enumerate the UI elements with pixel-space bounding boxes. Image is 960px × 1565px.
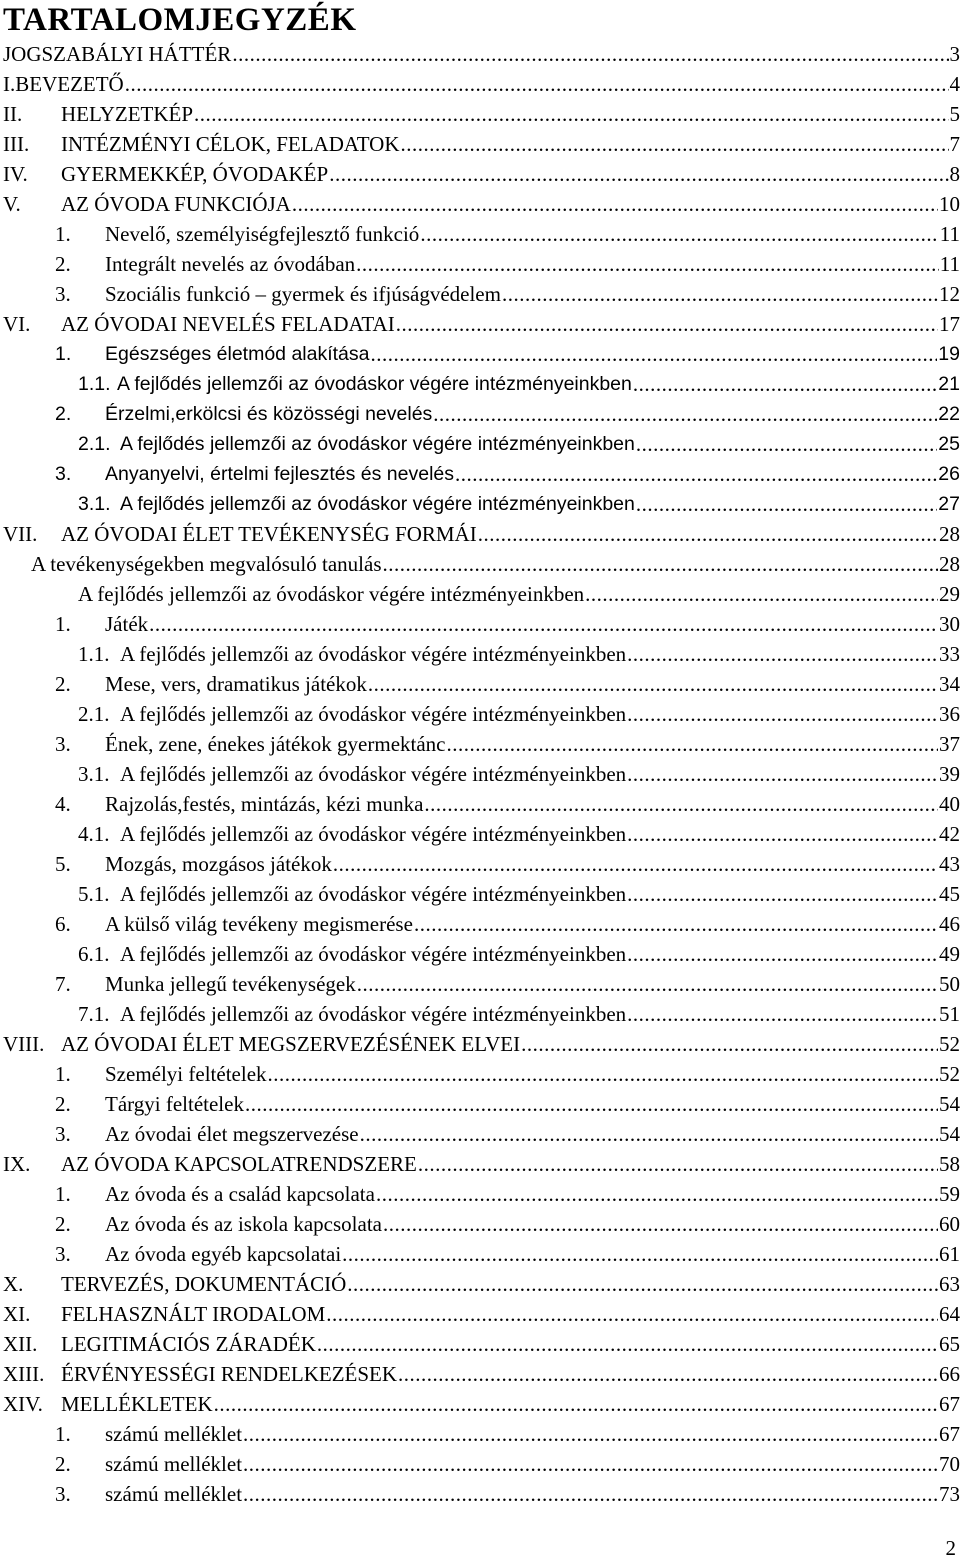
toc-dot-leader — [268, 1059, 938, 1089]
toc-dot-leader — [627, 939, 938, 969]
toc-entry-title: FELHASZNÁLT IRODALOM — [61, 1299, 326, 1329]
toc-entry[interactable] — [0, 129, 960, 159]
toc-dot-leader — [455, 459, 937, 489]
toc-entry-page: 54 — [938, 1119, 960, 1149]
toc-entry-page: 26 — [937, 459, 960, 489]
toc-dot-leader — [636, 489, 937, 519]
toc-entry[interactable] — [0, 1269, 960, 1299]
toc-entry-number: III. — [3, 132, 30, 156]
toc-entry-number: 3. — [55, 732, 71, 756]
toc-entry-page: 58 — [938, 1149, 960, 1179]
toc-entry-title: A fejlődés jellemzői az óvodáskor végére intézményeinkben — [117, 369, 633, 399]
toc-entry-page: 28 — [938, 549, 960, 579]
toc-entry-number: 2.1. — [78, 433, 111, 455]
toc-entry-page: 67 — [938, 1419, 960, 1449]
toc-entry-page: 59 — [938, 1179, 960, 1209]
toc-entry[interactable] — [0, 1239, 960, 1269]
toc-entry-number: 3.1. — [78, 493, 111, 515]
toc-entry[interactable] — [0, 1359, 960, 1389]
toc-entry-title: Anyanyelvi, értelmi fejlesztés és nevelés — [105, 459, 455, 489]
toc-dot-leader — [414, 909, 938, 939]
toc-entry[interactable] — [0, 1299, 960, 1329]
toc-entry-page: 70 — [938, 1449, 960, 1479]
toc-entry[interactable] — [0, 1329, 960, 1359]
toc-dot-leader — [633, 369, 937, 399]
toc-dot-leader — [424, 789, 938, 819]
toc-entry[interactable] — [0, 789, 960, 819]
toc-entry-number: 7. — [55, 972, 71, 996]
toc-entry-title: A fejlődés jellemzői az óvodáskor végére intézményeinkben — [78, 579, 585, 609]
toc-entry-title: INTÉZMÉNYI CÉLOK, FELADATOK — [61, 129, 401, 159]
toc-entry-number: 4. — [55, 792, 71, 816]
toc-entry-title: TERVEZÉS, DOKUMENTÁCIÓ — [61, 1269, 347, 1299]
toc-dot-leader — [245, 1089, 938, 1119]
toc-dot-leader — [243, 1449, 938, 1479]
toc-entry-page: 34 — [938, 669, 960, 699]
toc-entry-page: 3 — [949, 39, 960, 69]
toc-entry-number: 3. — [55, 1122, 71, 1146]
toc-dot-leader — [401, 129, 949, 159]
toc-dot-leader — [368, 669, 938, 699]
toc-entry-title: Játék — [105, 609, 149, 639]
toc-entry-page: 52 — [938, 1059, 960, 1089]
toc-dot-leader — [627, 879, 938, 909]
toc-entry-page: 33 — [938, 639, 960, 669]
toc-entry[interactable] — [0, 279, 960, 309]
toc-dot-leader — [383, 1209, 938, 1239]
toc-entry-number: IX. — [3, 1152, 31, 1176]
toc-entry-page: 30 — [938, 609, 960, 639]
toc-dot-leader — [326, 1299, 938, 1329]
toc-entry-title: LEGITIMÁCIÓS ZÁRADÉK — [61, 1329, 317, 1359]
toc-dot-leader — [333, 849, 938, 879]
toc-dot-leader — [627, 699, 938, 729]
toc-dot-leader — [292, 189, 938, 219]
toc-entry-number: 1. — [55, 1182, 71, 1206]
toc-entry-title: AZ ÓVODAI NEVELÉS FELADATAI — [61, 309, 396, 339]
toc-entry[interactable] — [0, 1119, 960, 1149]
toc-title: TARTALOMJEGYZÉK — [3, 2, 357, 38]
toc-entry-title: számú melléklet — [105, 1479, 243, 1509]
table-of-contents — [0, 39, 960, 1509]
toc-entry[interactable] — [0, 1089, 960, 1119]
toc-entry-title: Érzelmi,erkölcsi és közösségi nevelés — [105, 399, 433, 429]
toc-entry[interactable] — [0, 399, 960, 429]
toc-dot-leader — [627, 999, 938, 1029]
toc-entry-page: 45 — [938, 879, 960, 909]
toc-entry-number: 2. — [55, 252, 71, 276]
toc-entry[interactable] — [0, 219, 960, 249]
toc-dot-leader — [214, 1389, 938, 1419]
toc-entry-title: Az óvodai élet megszervezése — [105, 1119, 360, 1149]
toc-entry-page: 54 — [938, 1089, 960, 1119]
toc-entry-title: Az óvoda és a család kapcsolata — [105, 1179, 376, 1209]
toc-entry-page: 50 — [938, 969, 960, 999]
toc-dot-leader — [243, 1419, 938, 1449]
toc-entry-title: AZ ÓVODAI ÉLET MEGSZERVEZÉSÉNEK ELVEI — [61, 1029, 521, 1059]
toc-entry-number: 2. — [55, 1092, 71, 1116]
toc-dot-leader — [371, 339, 938, 369]
toc-dot-leader — [627, 759, 938, 789]
toc-entry-page: 5 — [949, 99, 960, 129]
toc-dot-leader — [627, 639, 938, 669]
toc-entry-page: 10 — [938, 189, 960, 219]
toc-dot-leader — [447, 729, 938, 759]
toc-entry-page: 37 — [938, 729, 960, 759]
toc-entry-number: 1.1. — [78, 373, 111, 395]
toc-entry-number: XIV. — [3, 1392, 43, 1416]
toc-entry-page: 65 — [938, 1329, 960, 1359]
toc-entry-page: 66 — [938, 1359, 960, 1389]
toc-entry-title: Az óvoda egyéb kapcsolatai — [105, 1239, 342, 1269]
toc-entry-page: 4 — [949, 69, 960, 99]
toc-dot-leader — [521, 1029, 938, 1059]
toc-entry-number: 1. — [55, 222, 71, 246]
toc-entry[interactable] — [0, 1149, 960, 1179]
page-number: 2 — [945, 1536, 956, 1560]
toc-entry-title: Személyi feltételek — [105, 1059, 268, 1089]
toc-entry-title: A külső világ tevékeny megismerése — [105, 909, 414, 939]
toc-entry[interactable] — [0, 459, 960, 489]
toc-entry-number: 3. — [55, 1482, 71, 1506]
toc-entry-page: 27 — [937, 489, 960, 519]
toc-dot-leader — [478, 519, 938, 549]
toc-entry-number: II. — [3, 102, 23, 126]
toc-entry[interactable] — [0, 249, 960, 279]
toc-entry-title: A fejlődés jellemzői az óvodáskor végére intézményeinkben — [120, 819, 627, 849]
toc-entry-page: 40 — [938, 789, 960, 819]
toc-entry-title: A fejlődés jellemzői az óvodáskor végére intézményeinkben — [120, 759, 627, 789]
toc-entry[interactable] — [0, 819, 960, 849]
toc-entry-page: 8 — [949, 159, 960, 189]
toc-entry-page: 21 — [937, 369, 960, 399]
toc-entry[interactable] — [0, 1449, 960, 1479]
toc-entry-number: VIII. — [3, 1032, 45, 1056]
toc-entry-title: A fejlődés jellemzői az óvodáskor végére intézményeinkben — [120, 699, 627, 729]
toc-entry-title: Munka jellegű tevékenységek — [105, 969, 357, 999]
toc-dot-leader — [585, 579, 938, 609]
toc-entry-page: 25 — [937, 429, 960, 459]
toc-entry[interactable] — [0, 909, 960, 939]
toc-entry[interactable] — [0, 189, 960, 219]
toc-entry-number: X. — [3, 1272, 24, 1296]
toc-dot-leader — [357, 969, 938, 999]
toc-entry-number: 1. — [55, 612, 71, 636]
toc-dot-leader — [317, 1329, 938, 1359]
toc-entry[interactable] — [0, 1179, 960, 1209]
toc-entry[interactable] — [0, 939, 960, 969]
toc-entry-number: 5. — [55, 852, 71, 876]
toc-entry[interactable] — [0, 519, 960, 549]
toc-entry-number: 1.1. — [78, 642, 110, 666]
toc-entry-number: XIII. — [3, 1362, 45, 1386]
toc-entry[interactable] — [0, 1209, 960, 1239]
toc-entry[interactable] — [0, 759, 960, 789]
toc-entry[interactable] — [0, 669, 960, 699]
toc-entry-title: Az óvoda és az iskola kapcsolata — [105, 1209, 383, 1239]
toc-entry-title: Szociális funkció – gyermek és ifjúságvédelem — [105, 279, 502, 309]
toc-entry[interactable] — [0, 579, 960, 609]
toc-entry-number: VI. — [3, 312, 31, 336]
toc-entry-page: 43 — [938, 849, 960, 879]
toc-entry-page: 64 — [938, 1299, 960, 1329]
toc-entry-page: 29 — [938, 579, 960, 609]
toc-entry[interactable] — [0, 969, 960, 999]
toc-entry-page: 11 — [939, 219, 960, 249]
toc-dot-leader — [433, 399, 937, 429]
toc-entry-page: 73 — [938, 1479, 960, 1509]
toc-dot-leader — [502, 279, 938, 309]
toc-entry-title: Tárgyi feltételek — [105, 1089, 245, 1119]
toc-entry-title: AZ ÓVODAI ÉLET TEVÉKENYSÉG FORMÁI — [61, 519, 478, 549]
toc-entry-page: 49 — [938, 939, 960, 969]
toc-entry-number: 3. — [55, 282, 71, 306]
toc-dot-leader — [418, 1149, 938, 1179]
toc-entry-title: számú melléklet — [105, 1419, 243, 1449]
toc-entry[interactable] — [0, 999, 960, 1029]
toc-entry[interactable] — [0, 849, 960, 879]
toc-dot-leader — [398, 1359, 938, 1389]
toc-entry-number: 6.1. — [78, 942, 110, 966]
toc-entry-title: A fejlődés jellemzői az óvodáskor végére intézményeinkben — [120, 999, 627, 1029]
toc-entry-number: 2. — [55, 672, 71, 696]
toc-entry[interactable] — [0, 369, 960, 399]
toc-entry[interactable] — [0, 99, 960, 129]
toc-entry-page: 42 — [938, 819, 960, 849]
toc-dot-leader — [347, 1269, 938, 1299]
toc-entry-title: JOGSZABÁLYI HÁTTÉR — [3, 39, 232, 69]
toc-entry[interactable] — [0, 339, 960, 369]
toc-entry-title: GYERMEKKÉP, ÓVODAKÉP — [61, 159, 329, 189]
toc-entry[interactable] — [0, 729, 960, 759]
toc-dot-leader — [420, 219, 938, 249]
toc-entry-number: 7.1. — [78, 1002, 110, 1026]
toc-entry-page: 39 — [938, 759, 960, 789]
toc-entry-title: Ének, zene, énekes játékok gyermektánc — [105, 729, 447, 759]
toc-entry-page: 11 — [939, 249, 960, 279]
toc-entry[interactable] — [0, 699, 960, 729]
toc-entry-title: ÉRVÉNYESSÉGI RENDELKEZÉSEK — [61, 1359, 398, 1389]
toc-entry[interactable] — [0, 1479, 960, 1509]
toc-dot-leader — [383, 549, 939, 579]
toc-entry-page: 63 — [938, 1269, 960, 1299]
toc-dot-leader — [376, 1179, 938, 1209]
toc-entry-number: 3. — [55, 463, 72, 485]
toc-entry-number: 1. — [55, 1422, 71, 1446]
toc-entry-title: Mese, vers, dramatikus játékok — [105, 669, 368, 699]
toc-entry-number: 6. — [55, 912, 71, 936]
toc-entry-number: 3.1. — [78, 762, 110, 786]
toc-entry-title: számú melléklet — [105, 1449, 243, 1479]
toc-entry-page: 67 — [938, 1389, 960, 1419]
toc-entry-title: Rajzolás,festés, mintázás, kézi munka — [105, 789, 424, 819]
toc-entry-number: 3. — [55, 1242, 71, 1266]
toc-entry[interactable] — [0, 429, 960, 459]
toc-dot-leader — [342, 1239, 938, 1269]
toc-entry-page: 51 — [938, 999, 960, 1029]
toc-entry[interactable] — [0, 1419, 960, 1449]
toc-entry-number: 2. — [55, 1212, 71, 1236]
toc-entry[interactable] — [0, 1029, 960, 1059]
toc-entry-page: 60 — [938, 1209, 960, 1239]
toc-dot-leader — [232, 39, 948, 69]
toc-entry-title: Mozgás, mozgásos játékok — [105, 849, 333, 879]
toc-entry[interactable] — [0, 69, 960, 99]
toc-dot-leader — [194, 99, 948, 129]
toc-entry-title: MELLÉKLETEK — [61, 1389, 214, 1419]
toc-entry-page: 52 — [938, 1029, 960, 1059]
toc-entry-title: Integrált nevelés az óvodában — [105, 249, 356, 279]
toc-entry[interactable] — [0, 39, 960, 69]
toc-entry[interactable] — [0, 609, 960, 639]
toc-entry-page: 61 — [938, 1239, 960, 1269]
toc-entry-page: 19 — [937, 339, 960, 369]
toc-entry-title: AZ ÓVODA KAPCSOLATRENDSZERE — [61, 1149, 418, 1179]
toc-entry-title: Nevelő, személyiségfejlesztő funkció — [105, 219, 420, 249]
toc-entry-title: HELYZETKÉP — [61, 99, 194, 129]
toc-dot-leader — [360, 1119, 938, 1149]
toc-entry-page: 28 — [938, 519, 960, 549]
toc-entry-title: A fejlődés jellemzői az óvodáskor végére intézményeinkben — [120, 429, 636, 459]
toc-entry-title: A tevékenységekben megvalósuló tanulás — [31, 549, 383, 579]
toc-entry-page: 12 — [938, 279, 960, 309]
toc-entry-page: 17 — [938, 309, 960, 339]
toc-entry-number: 5.1. — [78, 882, 110, 906]
toc-entry[interactable] — [0, 549, 960, 579]
toc-dot-leader — [125, 69, 949, 99]
toc-entry-number: 1. — [55, 343, 72, 365]
toc-entry-number: VII. — [3, 522, 38, 546]
toc-entry-number: 4.1. — [78, 822, 110, 846]
toc-entry-number: 2. — [55, 403, 72, 425]
toc-entry-title: A fejlődés jellemzői az óvodáskor végére intézményeinkben — [120, 939, 627, 969]
toc-entry-title: A fejlődés jellemzői az óvodáskor végére intézményeinkben — [120, 879, 627, 909]
toc-dot-leader — [636, 429, 937, 459]
toc-entry-title: A fejlődés jellemzői az óvodáskor végére intézményeinkben — [120, 489, 636, 519]
toc-dot-leader — [243, 1479, 938, 1509]
toc-entry-number: V. — [3, 192, 21, 216]
toc-dot-leader — [627, 819, 938, 849]
toc-dot-leader — [396, 309, 938, 339]
toc-entry-page: 7 — [949, 129, 960, 159]
toc-dot-leader — [329, 159, 948, 189]
toc-entry-title: AZ ÓVODA FUNKCIÓJA — [61, 189, 292, 219]
toc-entry[interactable] — [0, 879, 960, 909]
toc-entry-page: 36 — [938, 699, 960, 729]
toc-dot-leader — [149, 609, 938, 639]
toc-entry-title: Egészséges életmód alakítása — [105, 339, 371, 369]
toc-entry-number: 2.1. — [78, 702, 110, 726]
toc-entry-title: I.BEVEZETŐ — [3, 69, 125, 99]
toc-entry-page: 22 — [937, 399, 960, 429]
toc-entry[interactable] — [0, 1389, 960, 1419]
toc-entry-number: IV. — [3, 162, 28, 186]
toc-entry[interactable] — [0, 489, 960, 519]
toc-entry-page: 46 — [938, 909, 960, 939]
toc-entry-title: A fejlődés jellemzői az óvodáskor végére intézményeinkben — [120, 639, 627, 669]
toc-entry[interactable] — [0, 309, 960, 339]
toc-entry-number: XI. — [3, 1302, 31, 1326]
toc-entry[interactable] — [0, 1059, 960, 1089]
toc-entry[interactable] — [0, 159, 960, 189]
toc-entry-number: XII. — [3, 1332, 38, 1356]
toc-entry[interactable] — [0, 639, 960, 669]
toc-entry-number: 1. — [55, 1062, 71, 1086]
toc-dot-leader — [356, 249, 939, 279]
toc-entry-number: 2. — [55, 1452, 71, 1476]
